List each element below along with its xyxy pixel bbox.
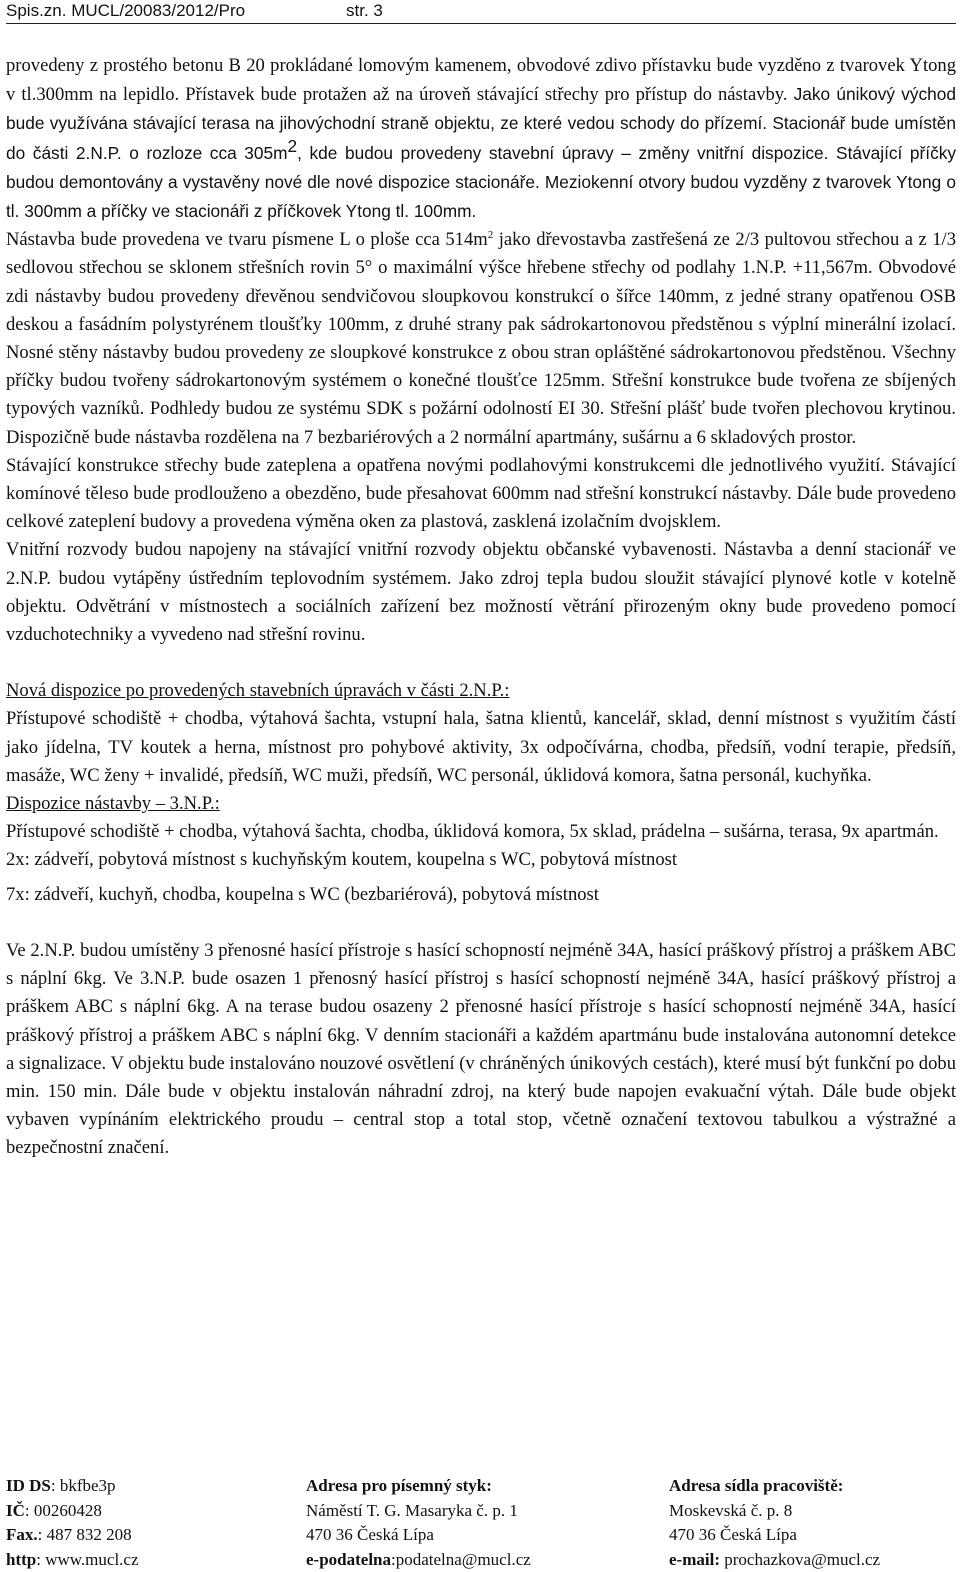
document-body [6, 52, 956, 1163]
footer-line: Náměstí T. G. Masaryka č. p. 1 [306, 1499, 531, 1524]
section-heading-2np: Nová dispozice po provedených stavebních úpravách v části 2.N.P.: [6, 677, 956, 705]
superscript: 2 [288, 135, 298, 155]
footer-line: Fax.: 487 832 208 [6, 1523, 139, 1548]
spacer [6, 649, 956, 677]
footer-line: http: www.mucl.cz [6, 1548, 139, 1572]
footer-title: Adresa pro písemný styk: [306, 1474, 531, 1499]
paragraph-apartments-2x: 2x: zádveří, pobytová místnost s kuchyňským koutem, koupelna s WC, pobytová místnost [6, 846, 956, 874]
footer-line: 470 36 Česká Lípa [306, 1523, 531, 1548]
paragraph-extension [6, 226, 956, 452]
footer-line: 470 36 Česká Lípa [669, 1523, 880, 1548]
page-header [6, 0, 956, 26]
page-number: str. 3 [346, 0, 383, 22]
footer-office-address [669, 1474, 880, 1572]
paragraph-text: provedeny z prostého betonu B 20 prokládané lomovým kamenem, obvodové zdivo přístavku bude vyzděno z tvarovek Ytong v tl.300mm na lepidlo. Přístavek bude protažen až na úroveň stávající střechy pro přístup do nástavby. [6, 55, 956, 105]
footer-line: e-mail: prochazkova@mucl.cz [669, 1548, 880, 1572]
paragraph-roof: Stávající konstrukce střechy bude zateplena a opatřena novými podlahovými konstrukcemi dle jednotlivého využití. Stávající komínové těleso bude prodlouženo a obezděno, bude přesahovat 600mm nad střešní konstrukcí nástavby. Dále bude provedeno celkové zateplení budovy a provedena výměna oken za plastová, zasklená izolačním dvojsklem. [6, 452, 956, 537]
paragraph-text: Nástavba bude provedena ve tvaru písmene L o ploše cca 514m [6, 229, 488, 250]
footer-title: Adresa sídla pracoviště: [669, 1474, 880, 1499]
paragraph-text: , kde budou provedeny stavební úpravy – změny vnitřní dispozice. Stávající příčky budou demontovány a vystavěny nové dle nové dispozice stacionáře. Meziokenní otvory budou vyzděny z tvarovek Ytong o tl. 300mm a příčky ve stacionáři z příčkovek Ytong tl. 100mm. [6, 143, 956, 221]
footer-contact-ids [6, 1474, 139, 1572]
paragraph-foundation [6, 52, 956, 226]
footer-mailing-address [306, 1474, 531, 1572]
footer-line: Moskevská č. p. 8 [669, 1499, 880, 1524]
section-heading-3np: Dispozice nástavby – 3.N.P.: [6, 790, 956, 818]
reference-number: Spis.zn. MUCL/20083/2012/Pro [6, 0, 245, 22]
footer-line: IČ: 00260428 [6, 1499, 139, 1524]
footer-line: ID DS: bkfbe3p [6, 1474, 139, 1499]
paragraph-2np-layout: Přístupové schodiště + chodba, výtahová šachta, vstupní hala, šatna klientů, kancelář, sklad, denní místnost s využitím částí jako jídelna, TV koutek a herna, místnost pro pohybové aktivity, 3x odpočívárna, chodba, předsíň, vodní terapie, předsíň, masáže, WC ženy + invalidé, předsíň, WC muži, předsíň, WC personál, úklidová komora, šatna personál, kuchyňka. [6, 705, 956, 790]
paragraph-apartments-7x: 7x: zádveří, kuchyň, chodba, koupelna s WC (bezbariérová), pobytová místnost [6, 881, 956, 909]
header-rule [6, 23, 956, 24]
paragraph-text: Jako únikový východ bude využívána stávající terasa na jihovýchodní straně objektu, ze které vedou schody do přízemí. Stacionář bude umístěn do části 2.N.P. o rozloze cca 305m [6, 84, 956, 162]
spacer [6, 909, 956, 937]
paragraph-utilities: Vnitřní rozvody budou napojeny na stávající vnitřní rozvody objektu občanské vybavenosti. Nástavba a denní stacionář ve 2.N.P. budou vytápěny ústředním teplovodním systémem. Jako zdroj tepla budou sloužit stávající plynové kotle v kotelně objektu. Odvětrání v místnostech a sociálních zařízení bez možností větrání přirozeným okny bude provedeno pomocí vzduchotechniky a vyvedeno nad střešní rovinu. [6, 536, 956, 649]
paragraph-fire-safety: Ve 2.N.P. budou umístěny 3 přenosné hasící přístroje s hasící schopností nejméně 34A, hasící práškový přístroj a práškem ABC s náplní 6kg. Ve 3.N.P. bude osazen 1 přenosný hasící přístroj s hasící schopností nejméně 34A, hasící práškový přístroj a práškem ABC s náplní 6kg. A na terase budou osazeny 2 přenosné hasící přístroje s hasící schopností nejméně 34A, hasící práškový přístroj a práškem ABC s náplní 6kg. V denním stacionáři a každém apartmánu bude instalována autonomní detekce a signalizace. V objektu bude instalováno nouzové osvětlení (v chráněných únikových cestách), které musí být funkční po dobu min. 150 min. Dále bude v objektu instalován náhradní zdroj, na který bude napojen evakuační výtah. Dále bude objekt vybaven vypínáním elektrického proudu – central stop a total stop, včetně označení textovou tabulkou a výstražné a bezpečnostní značení. [6, 937, 956, 1163]
superscript: 2 [488, 229, 494, 241]
paragraph-text: jako dřevostavba zastřešená ze 2/3 pultovou střechou a z 1/3 sedlovou střechou se sklonem střešních rovin 5° o maximální výšce hřebene střechy od podlahy 1.N.P. +11,567m. Obvodové zdi nástavby budou provedeny dřevěnou sendvičovou sloupkovou konstrukcí o šířce 140mm, z jedné strany opatřenou OSB deskou a fasádním polystyrénem tloušťky 100mm, z druhé strany pak sádrokartonovou předstěnou s výplní minerální izolací. Nosné stěny nástavby budou provedeny ze sloupkové konstrukce z obou stran opláštěné sádrokartonovou předstěnou. Všechny příčky budou tvořeny sádrokartonovým systémem o konečné tloušťce 125mm. Střešní konstrukce bude tvořena ze sbíjených typových vazníků. Podhledy budou ze systému SDK s požární odolností EI 30. Střešní plášť bude tvořen plechovou krytinou. Dispozičně bude nástavba rozdělena na 7 bezbariérových a 2 normální apartmány, sušárnu a 6 skladových prostor. [6, 229, 956, 447]
footer-line: e-podatelna:podatelna@mucl.cz [306, 1548, 531, 1572]
paragraph-3np-layout: Přístupové schodiště + chodba, výtahová šachta, chodba, úklidová komora, 5x sklad, prádelna – sušárna, terasa, 9x apartmán. [6, 818, 956, 846]
